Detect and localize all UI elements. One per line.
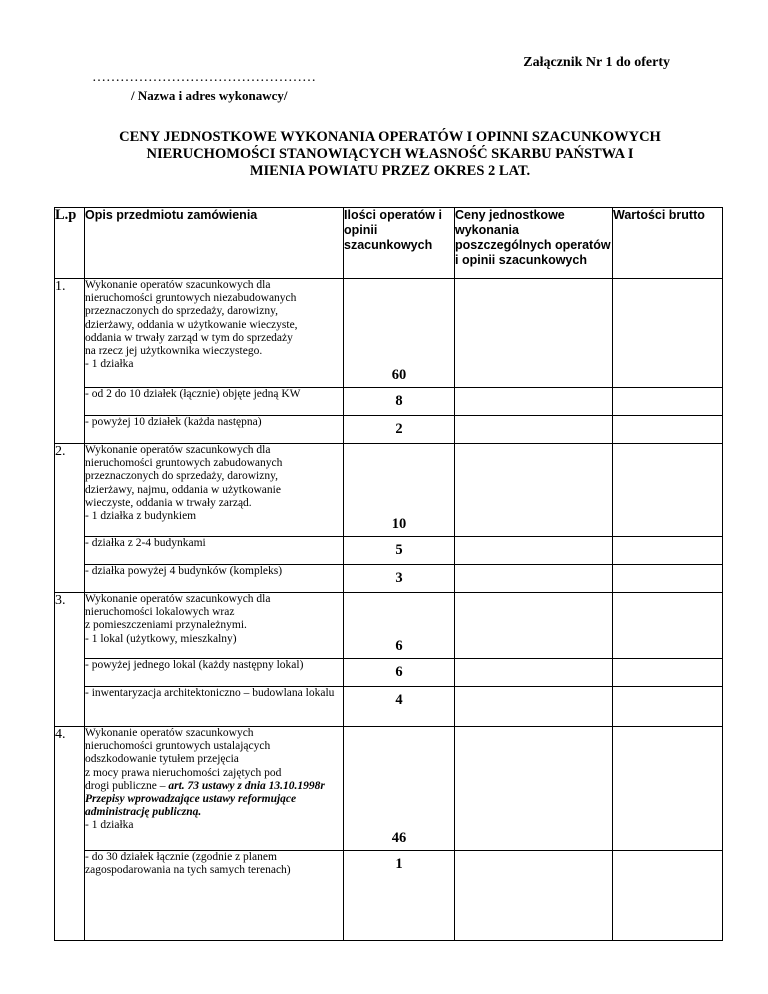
- title-line-1: CENY JEDNOSTKOWE WYKONANIA OPERATÓW I OPINNI SZACUNKOWYCH: [119, 129, 661, 145]
- desc-line: Wykonanie operatów szacunkowych dla: [85, 593, 271, 605]
- gross-cell: [613, 279, 723, 388]
- sub-description: - inwentaryzacja architektoniczno – budowlana lokalu: [85, 687, 344, 727]
- desc-line-with-law: [85, 780, 343, 820]
- sub-description: - działka z 2-4 budynkami: [85, 537, 344, 565]
- desc-line: - 1 działka: [85, 819, 134, 832]
- desc-line: - 1 lokal (użytkowy, mieszkalny): [85, 632, 237, 645]
- title-line-2: NIERUCHOMOŚCI STANOWIĄCYCH WŁASNOŚĆ SKARBU PAŃSTWA I: [146, 146, 634, 162]
- section-description: [85, 593, 344, 659]
- law-reference: art. 73 ustawy z dnia 13.10.1998r Przepisy wprowadzające ustawy reformujące administrację publiczną.: [85, 779, 325, 819]
- desc-line: na rzecz jej użytkownika wieczystego.: [85, 345, 263, 358]
- desc-line: z mocy prawa nieruchomości zajętych pod: [85, 766, 282, 779]
- quantity-cell: 10: [344, 444, 455, 537]
- desc-line: nieruchomości gruntowych zabudowanych: [85, 457, 283, 470]
- table-row: [55, 851, 723, 941]
- desc-line: Wykonanie operatów szacunkowych dla: [85, 444, 271, 456]
- quantity-cell: 46: [344, 727, 455, 851]
- quantity-cell: 3: [344, 565, 455, 593]
- gross-cell: [613, 565, 723, 593]
- header-lp: L.p: [55, 208, 85, 279]
- desc-line: nieruchomości gruntowych ustalających: [85, 740, 271, 753]
- sub-description: - działka powyżej 4 budynków (kompleks): [85, 565, 344, 593]
- quantity-cell: 6: [344, 659, 455, 687]
- gross-cell: [613, 687, 723, 727]
- desc-line: dzierżawy, najmu, oddania w użytkowanie: [85, 483, 281, 496]
- gross-cell: [613, 593, 723, 659]
- unit-price-cell: [455, 593, 613, 659]
- quantity-cell: 2: [344, 416, 455, 444]
- table-row: [55, 444, 723, 537]
- section-number: 1.: [55, 279, 85, 444]
- sub-description: - od 2 do 10 działek (łącznie) objęte jedną KW: [85, 388, 344, 416]
- desc-line: - 1 działka: [85, 358, 134, 371]
- header-unit-price: Ceny jednostkowe wykonania poszczególnych operatów i opinii szacunkowych: [455, 208, 613, 279]
- table-row: [55, 388, 723, 416]
- section-description: [85, 279, 344, 388]
- unit-price-cell: [455, 416, 613, 444]
- quantity-cell: 1: [344, 851, 455, 941]
- header-description: Opis przedmiotu zamówienia: [85, 208, 344, 279]
- quantity-cell: 8: [344, 388, 455, 416]
- desc-line: przeznaczonych do sprzedaży, darowizny,: [85, 470, 278, 483]
- quantity-cell: 6: [344, 593, 455, 659]
- header-quantity: Ilości operatów i opinii szacunkowych: [344, 208, 455, 279]
- table-row: [55, 687, 723, 727]
- gross-cell: [613, 444, 723, 537]
- table-row: [55, 416, 723, 444]
- sub-description: - powyżej 10 działek (każda następna): [85, 416, 344, 444]
- quantity-cell: 60: [344, 279, 455, 388]
- table-row: [55, 593, 723, 659]
- table-header-row: [55, 208, 723, 279]
- gross-cell: [613, 727, 723, 851]
- quantity-cell: 5: [344, 537, 455, 565]
- gross-cell: [613, 537, 723, 565]
- section-number: 2.: [55, 444, 85, 593]
- unit-price-cell: [455, 565, 613, 593]
- desc-line: oddania w trwały zarząd w tym do sprzedaży: [85, 331, 293, 344]
- unit-price-cell: [455, 537, 613, 565]
- table-row: [55, 565, 723, 593]
- gross-cell: [613, 388, 723, 416]
- desc-line: nieruchomości gruntowych niezabudowanych: [85, 292, 297, 305]
- desc-line: Wykonanie operatów szacunkowych: [85, 727, 254, 739]
- section-number: 4.: [55, 727, 85, 941]
- unit-price-cell: [455, 444, 613, 537]
- desc-line: z pomieszczeniami przynależnymi.: [85, 619, 247, 632]
- section-description: [85, 727, 344, 851]
- unit-price-cell: [455, 388, 613, 416]
- sub-description: - powyżej jednego lokal (każdy następny lokal): [85, 659, 344, 687]
- title-line-3: MIENIA POWIATU PRZEZ OKRES 2 LAT.: [249, 163, 531, 179]
- table-row: [55, 279, 723, 388]
- unit-price-cell: [455, 687, 613, 727]
- contractor-dotted-line: …………………………………………: [92, 70, 316, 85]
- desc-line: przeznaczonych do sprzedaży, darowizny,: [85, 305, 278, 318]
- desc-line: odszkodowanie tytułem przejęcia: [85, 753, 239, 766]
- section-description: [85, 444, 344, 537]
- table-row: [55, 537, 723, 565]
- document-title: [80, 129, 700, 180]
- unit-price-cell: [455, 659, 613, 687]
- contractor-label: / Nazwa i adres wykonawcy/: [131, 88, 288, 103]
- desc-line: wieczyste, oddania w trwały zarząd.: [85, 496, 252, 509]
- header-gross: Wartości brutto: [613, 208, 723, 279]
- desc-line: dzierżawy, oddania w użytkowanie wieczyste,: [85, 318, 298, 331]
- unit-price-cell: [455, 851, 613, 941]
- unit-price-cell: [455, 279, 613, 388]
- unit-price-cell: [455, 727, 613, 851]
- annex-label: Załącznik Nr 1 do oferty: [523, 55, 670, 70]
- price-table: [54, 207, 723, 941]
- table-row: [55, 727, 723, 851]
- sub-description: - do 30 działek łącznie (zgodnie z planem zagospodarowania na tych samych terenach): [85, 851, 344, 941]
- desc-line: nieruchomości lokalowych wraz: [85, 606, 235, 619]
- section-number: 3.: [55, 593, 85, 727]
- gross-cell: [613, 659, 723, 687]
- desc-line: - 1 działka z budynkiem: [85, 510, 197, 523]
- desc-line: Wykonanie operatów szacunkowych dla: [85, 279, 271, 291]
- desc-line: drogi publiczne –: [85, 779, 169, 792]
- table-row: [55, 659, 723, 687]
- gross-cell: [613, 851, 723, 941]
- quantity-cell: 4: [344, 687, 455, 727]
- gross-cell: [613, 416, 723, 444]
